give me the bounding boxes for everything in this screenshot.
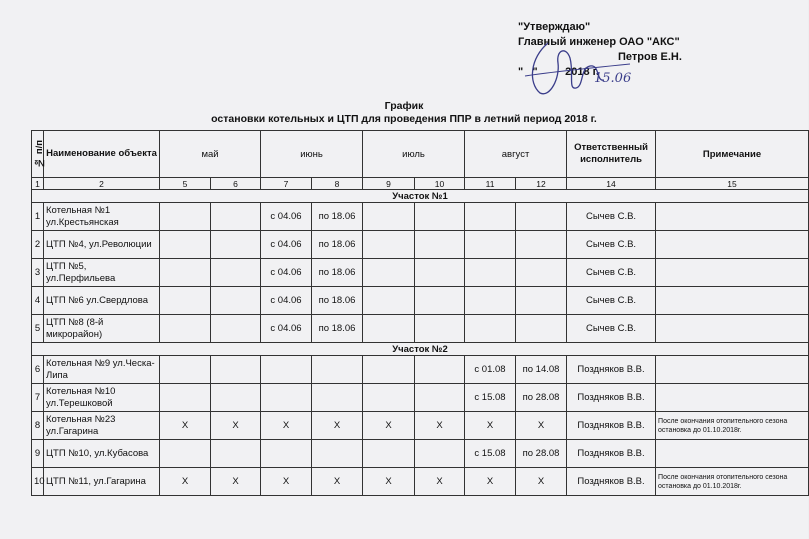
schedule-cell [211,231,261,259]
column-number: 10 [415,178,465,190]
schedule-cell: Х [160,412,211,440]
schedule-cell: по 14.08 [516,356,567,384]
schedule-cell [363,259,415,287]
schedule-cell: с 04.06 [261,287,312,315]
approval-line-4: " " 2018 г. [518,66,600,78]
schedule-cell [465,287,516,315]
schedule-cell [516,315,567,343]
schedule-cell [516,231,567,259]
schedule-cell [465,315,516,343]
schedule-cell: по 28.08 [516,384,567,412]
schedule-cell [160,356,211,384]
schedule-cell [516,287,567,315]
handwritten-signature [520,38,640,100]
schedule-cell [415,203,465,231]
schedule-cell [516,203,567,231]
schedule-cell: с 01.08 [465,356,516,384]
schedule-cell: по 18.06 [312,231,363,259]
schedule-cell [211,203,261,231]
note-cell [656,259,809,287]
table-row [32,440,809,468]
schedule-cell [160,231,211,259]
schedule-cell [160,287,211,315]
doc-subtitle: остановки котельных и ЦТП для проведения ППР в летний период 2018 г. [211,113,597,125]
row-number: 10 [32,468,44,496]
schedule-cell: Х [516,412,567,440]
note-cell [656,287,809,315]
header-month-july: июль [363,131,465,178]
table-row [32,384,809,412]
schedule-cell [160,384,211,412]
schedule-cell [312,356,363,384]
row-number: 6 [32,356,44,384]
schedule-cell: Х [261,412,312,440]
schedule-cell: по 18.06 [312,315,363,343]
header-month-may: май [160,131,261,178]
column-number: 2 [44,178,160,190]
schedule-cell [363,440,415,468]
responsible-cell: Сычев С.В. [567,315,656,343]
schedule-cell [160,203,211,231]
schedule-cell [415,259,465,287]
row-number: 3 [32,259,44,287]
column-number: 7 [261,178,312,190]
schedule-cell [211,259,261,287]
column-number: 5 [160,178,211,190]
column-number: 8 [312,178,363,190]
schedule-cell [363,356,415,384]
row-number: 8 [32,412,44,440]
approval-line-1: "Утверждаю" [518,21,591,33]
schedule-cell: Х [465,412,516,440]
schedule-cell: Х [415,412,465,440]
schedule-cell: с 04.06 [261,203,312,231]
schedule-cell [261,356,312,384]
schedule-cell [415,315,465,343]
object-name: Котельная №9 ул.Ческа-Липа [44,356,160,384]
note-cell [656,231,809,259]
schedule-cell [312,440,363,468]
section-row [32,190,809,203]
schedule-cell: Х [211,468,261,496]
responsible-cell: Сычев С.В. [567,203,656,231]
note-cell [656,440,809,468]
responsible-cell: Сычев С.В. [567,259,656,287]
responsible-cell: Поздняков В.В. [567,468,656,496]
schedule-cell: Х [363,412,415,440]
object-name: ЦТП №10, ул.Кубасова [44,440,160,468]
row-number: 9 [32,440,44,468]
schedule-cell [415,384,465,412]
column-number: 6 [211,178,261,190]
column-number-row [32,178,809,190]
header-row [32,131,809,178]
column-number: 15 [656,178,809,190]
schedule-cell [211,287,261,315]
row-number: 7 [32,384,44,412]
schedule-cell: Х [415,468,465,496]
schedule-cell: Х [160,468,211,496]
schedule-cell [465,231,516,259]
approval-line-3: Петров Е.Н. [618,51,682,63]
note-cell [656,315,809,343]
schedule-cell [211,356,261,384]
table-row [32,231,809,259]
column-number: 11 [465,178,516,190]
schedule-cell: с 04.06 [261,259,312,287]
object-name: ЦТП №6 ул.Свердлова [44,287,160,315]
schedule-cell: с 04.06 [261,315,312,343]
row-number: 4 [32,287,44,315]
doc-title: График [384,100,424,112]
schedule-cell [465,259,516,287]
schedule-cell: Х [312,468,363,496]
schedule-cell [415,287,465,315]
schedule-cell: по 28.08 [516,440,567,468]
table-row [32,468,809,496]
table-row [32,356,809,384]
schedule-cell: с 15.08 [465,384,516,412]
schedule-cell [415,231,465,259]
approval-line-2: Главный инженер ОАО "АКС" [518,36,680,48]
responsible-cell: Поздняков В.В. [567,384,656,412]
header-month-august: август [465,131,567,178]
note-cell: После окончания отопительного сезона остановка до 01.10.2018г. [656,412,809,440]
schedule-cell [363,287,415,315]
row-number: 1 [32,203,44,231]
schedule-cell: Х [516,468,567,496]
note-cell [656,356,809,384]
schedule-cell [211,315,261,343]
table-row [32,203,809,231]
column-number: 1 [32,178,44,190]
table-row [32,412,809,440]
row-number: 5 [32,315,44,343]
schedule-cell: Х [261,468,312,496]
schedule-table [31,130,809,496]
column-number: 12 [516,178,567,190]
object-name: Котельная №23 ул.Гагарина [44,412,160,440]
schedule-cell [415,356,465,384]
schedule-cell [312,384,363,412]
schedule-cell: с 15.08 [465,440,516,468]
schedule-cell [415,440,465,468]
note-cell: После окончания отопительного сезона остановка до 01.10.2018г. [656,468,809,496]
object-name: ЦТП №5, ул.Перфильева [44,259,160,287]
schedule-cell [160,315,211,343]
table-row [32,287,809,315]
schedule-cell: Х [312,412,363,440]
responsible-cell: Поздняков В.В. [567,412,656,440]
section-title: Участок №2 [32,343,809,356]
column-number: 9 [363,178,415,190]
schedule-cell: Х [211,412,261,440]
object-name: ЦТП №11, ул.Гагарина [44,468,160,496]
schedule-cell [160,259,211,287]
schedule-cell: Х [465,468,516,496]
schedule-cell [211,384,261,412]
table-row [32,315,809,343]
schedule-cell [160,440,211,468]
responsible-cell: Поздняков В.В. [567,356,656,384]
schedule-cell: по 18.06 [312,287,363,315]
schedule-cell: Х [363,468,415,496]
header-note: Примечание [656,131,809,178]
object-name: Котельная №1 ул.Крестьянская [44,203,160,231]
responsible-cell: Сычев С.В. [567,287,656,315]
schedule-cell: с 04.06 [261,231,312,259]
schedule-cell: по 18.06 [312,203,363,231]
schedule-cell [363,231,415,259]
header-num: № п/п [32,131,44,178]
schedule-cell [465,203,516,231]
responsible-cell: Сычев С.В. [567,231,656,259]
section-row [32,343,809,356]
schedule-cell [261,440,312,468]
section-title: Участок №1 [32,190,809,203]
responsible-cell: Поздняков В.В. [567,440,656,468]
schedule-cell: по 18.06 [312,259,363,287]
object-name: ЦТП №8 (8-й микрорайон) [44,315,160,343]
schedule-cell [363,315,415,343]
header-month-june: июнь [261,131,363,178]
row-number: 2 [32,231,44,259]
schedule-cell [516,259,567,287]
schedule-cell [261,384,312,412]
handwritten-date: 15.06 [594,71,632,86]
note-cell [656,203,809,231]
object-name: ЦТП №4, ул.Революции [44,231,160,259]
note-cell [656,384,809,412]
table-row [32,259,809,287]
column-number: 14 [567,178,656,190]
schedule-cell [363,384,415,412]
object-name: Котельная №10 ул.Терешковой [44,384,160,412]
header-name: Наименование объекта [44,131,160,178]
schedule-cell [363,203,415,231]
header-responsible: Ответственный исполнитель [567,131,656,178]
schedule-cell [211,440,261,468]
